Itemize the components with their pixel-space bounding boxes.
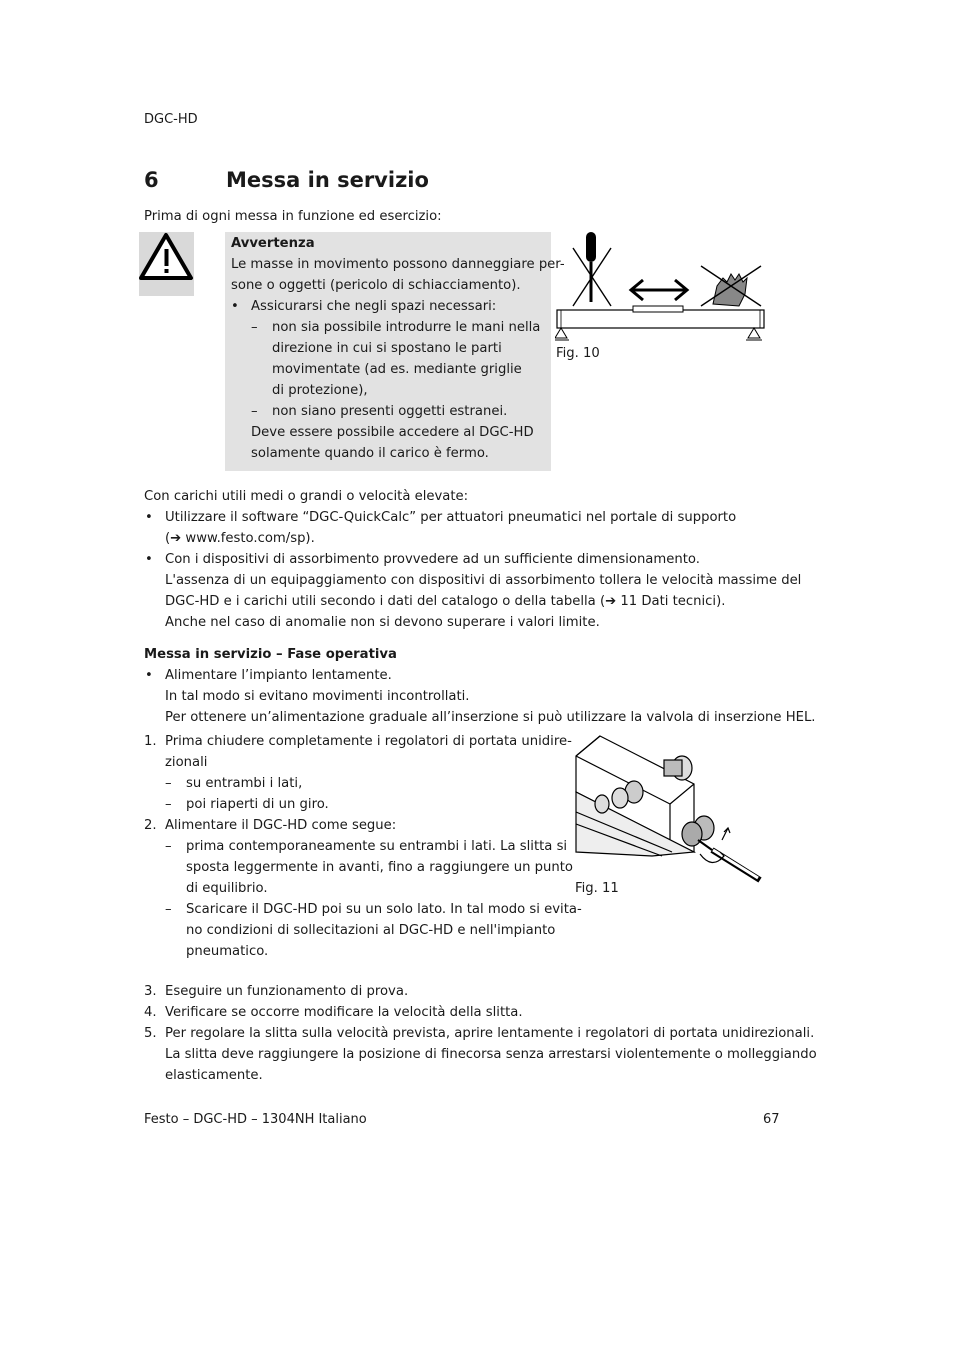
- warning-icon-box: [139, 232, 194, 296]
- dash: –: [251, 404, 258, 419]
- operative-text: Alimentare l’impianto lentamente.: [165, 668, 392, 683]
- arrow-icon: ➔: [170, 531, 182, 546]
- step-number: 1.: [144, 734, 157, 749]
- fig11-illustration: [572, 732, 768, 888]
- bullet: •: [145, 552, 153, 567]
- step-number: 4.: [144, 1005, 157, 1020]
- warning-triangle-icon: [139, 232, 194, 296]
- dash: –: [165, 776, 172, 791]
- loads-text: (➔ www.festo.com/sp).: [165, 531, 315, 546]
- step-text: no condizioni di sollecitazioni al DGC-HD e nell'impianto: [186, 923, 556, 938]
- loads-text: [165, 591, 725, 612]
- fig11-caption: Fig. 11: [575, 881, 619, 896]
- dash: –: [165, 797, 172, 812]
- dash: –: [165, 839, 172, 854]
- loads-text: Con i dispositivi di assorbimento provvedere ad un sufficiente dimensionamento.: [165, 552, 700, 567]
- loads-text-part: DGC-HD e i carichi utili secondo i dati del catalogo o della tabella (: [165, 594, 606, 609]
- warning-line: non siano presenti oggetti estranei.: [272, 404, 508, 419]
- warning-line: Deve essere possibile accedere al DGC-HD: [251, 425, 534, 440]
- intro-text: Prima di ogni messa in funzione ed esercizio:: [144, 209, 442, 224]
- step-text: Verificare se occorre modificare la velocità della slitta.: [165, 1005, 523, 1020]
- bullet: •: [145, 510, 153, 525]
- warning-line: movimentate (ad es. mediante griglie: [272, 362, 522, 377]
- step-text: Scaricare il DGC-HD poi su un solo lato. In tal modo si evita-: [186, 902, 582, 917]
- loads-text: L'assenza di un equipaggiamento con dispositivi di assorbimento tollera le velocità massime del: [165, 573, 802, 588]
- section-title: Messa in servizio: [226, 168, 429, 192]
- datasheet-reference[interactable]: 11 Dati tecnici).: [620, 594, 726, 609]
- loads-text: Utilizzare il software “DGC-QuickCalc” per attuatori pneumatici nel portale di supporto: [165, 510, 737, 525]
- fig10-caption: Fig. 10: [556, 346, 600, 361]
- bullet: •: [231, 299, 239, 314]
- warning-line: sone o oggetti (pericolo di schiacciamento).: [231, 278, 521, 293]
- dash: –: [165, 902, 172, 917]
- operative-text: Per ottenere un’alimentazione graduale all’inserzione si può utilizzare la valvola di inserzione HEL.: [165, 710, 816, 725]
- festo-link[interactable]: www.festo.com/sp).: [185, 531, 315, 546]
- fig10-illustration: [555, 230, 770, 345]
- warning-line: Le masse in movimento possono danneggiare per-: [231, 257, 565, 272]
- step-text: elasticamente.: [165, 1068, 263, 1083]
- step-number: 2.: [144, 818, 157, 833]
- screwdriver-icon: [586, 232, 596, 302]
- step-text: su entrambi i lati,: [186, 776, 303, 791]
- warning-line: direzione in cui si spostano le parti: [272, 341, 502, 356]
- arrow-icon: ➔: [605, 594, 617, 609]
- step-text: poi riaperti di un giro.: [186, 797, 329, 812]
- operative-heading: Messa in servizio – Fase operativa: [144, 647, 397, 662]
- step-text: La slitta deve raggiungere la posizione di finecorsa senza arrestarsi violentemente o molleggiando: [165, 1047, 817, 1062]
- warning-line: non sia possibile introdurre le mani nella: [272, 320, 541, 335]
- step-text: pneumatico.: [186, 944, 269, 959]
- dash: –: [251, 320, 258, 335]
- step-text: prima contemporaneamente su entrambi i lati. La slitta si: [186, 839, 568, 854]
- step-text: Prima chiudere completamente i regolatori di portata unidire-: [165, 734, 572, 749]
- bullet: •: [145, 668, 153, 683]
- warning-title: Avvertenza: [231, 236, 315, 251]
- loads-text: Anche nel caso di anomalie non si devono superare i valori limite.: [165, 615, 600, 630]
- double-arrow-icon: [631, 280, 687, 300]
- section-number: 6: [144, 168, 159, 192]
- warning-line: di protezione),: [272, 383, 368, 398]
- warning-line: solamente quando il carico è fermo.: [251, 446, 489, 461]
- step-text: zionali: [165, 755, 208, 770]
- step-text: di equilibrio.: [186, 881, 268, 896]
- page-number: 67: [763, 1112, 780, 1127]
- loads-intro: Con carichi utili medi o grandi o velocità elevate:: [144, 489, 469, 504]
- step-text: Per regolare la slitta sulla velocità prevista, aprire lentamente i regolatori di portata unidirezionali.: [165, 1026, 815, 1041]
- step-text: Eseguire un funzionamento di prova.: [165, 984, 409, 999]
- step-number: 5.: [144, 1026, 157, 1041]
- footer-text: Festo – DGC-HD – 1304NH Italiano: [144, 1112, 367, 1127]
- operative-text: In tal modo si evitano movimenti incontrollati.: [165, 689, 470, 704]
- warning-line: Assicurarsi che negli spazi necessari:: [251, 299, 497, 314]
- header-product-code: DGC-HD: [144, 112, 198, 127]
- step-text: sposta leggermente in avanti, fino a raggiungere un punto: [186, 860, 573, 875]
- step-text: Alimentare il DGC-HD come segue:: [165, 818, 397, 833]
- step-number: 3.: [144, 984, 157, 999]
